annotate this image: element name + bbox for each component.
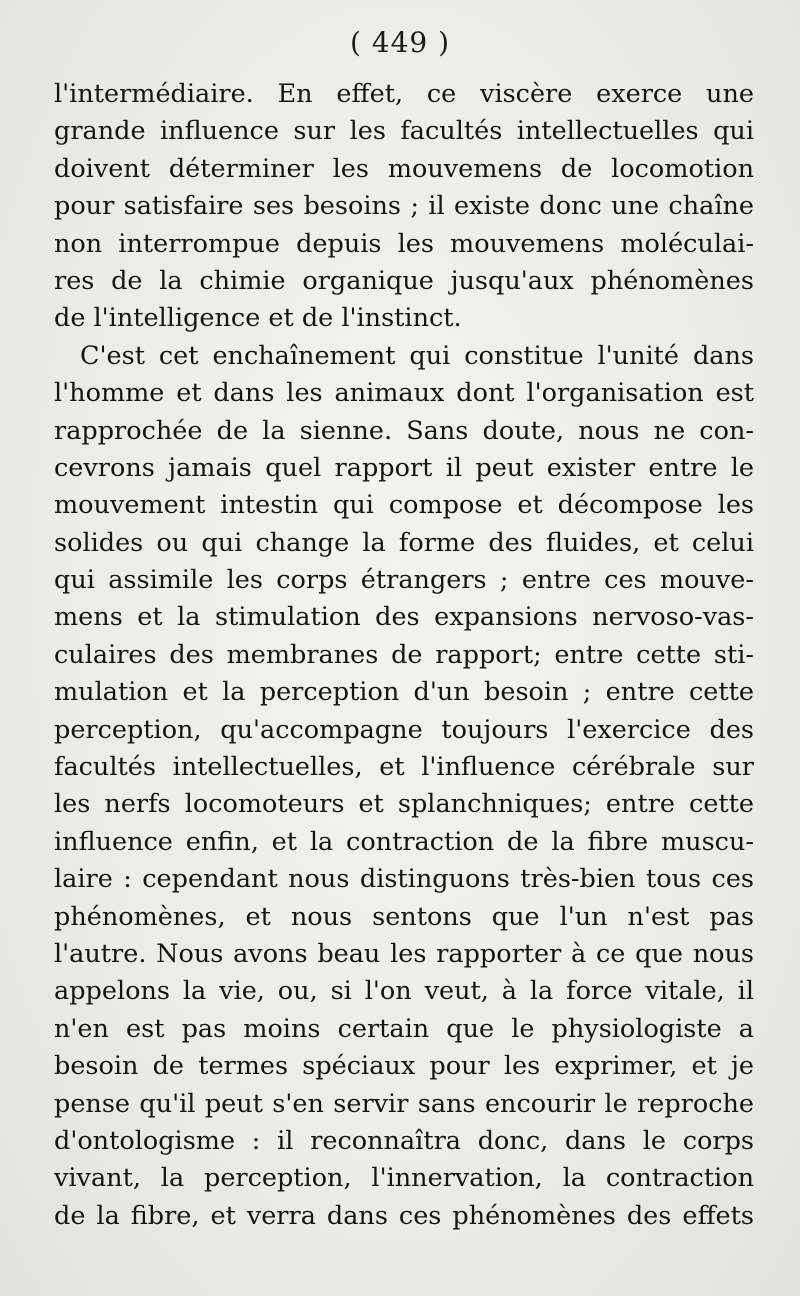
text-line: de l'intelligence et de l'instinct.	[54, 303, 462, 334]
text-line: facultés intellectuelles, et l'influence cérébrale sur	[54, 752, 754, 783]
text-line: influence enfin, et la contraction de la fibre muscu-	[54, 826, 754, 857]
text-line: l'homme et dans les animaux dont l'organisation est	[54, 378, 754, 409]
text-line: n'en est pas moins certain que le physiologiste a	[54, 1013, 754, 1044]
text-line: mens et la stimulation des expansions nervoso-vas-	[54, 602, 754, 633]
text-line: doivent déterminer les mouvemens de locomotion	[54, 153, 754, 184]
text-line: appelons la vie, ou, si l'on veut, à la force vitale, il	[54, 976, 754, 1007]
text-line: pense qu'il peut s'en servir sans encourir le reproche	[54, 1088, 754, 1119]
text-line: mouvement intestin qui compose et décompose les	[54, 490, 754, 521]
text-line: non interrompue depuis les mouvemens moléculai-	[54, 228, 754, 259]
page-number: ( 449 )	[349, 26, 451, 59]
text-line: besoin de termes spéciaux pour les exprimer, et je	[54, 1051, 754, 1082]
text-line: C'est cet enchaînement qui constitue l'unité dans	[80, 340, 754, 371]
text-line: rapprochée de la sienne. Sans doute, nous ne con-	[54, 415, 754, 446]
text-line: perception, qu'accompagne toujours l'exercice des	[54, 714, 754, 745]
text-line: phénomènes, et nous sentons que l'un n'est pas	[54, 901, 754, 932]
text-line: d'ontologisme : il reconnaîtra donc, dans le corps	[54, 1125, 754, 1156]
text-line: culaires des membranes de rapport; entre cette sti-	[54, 639, 754, 670]
text-line: pour satisfaire ses besoins ; il existe donc une chaîne	[54, 191, 754, 222]
text-line: de la fibre, et verra dans ces phénomènes des effets	[54, 1200, 754, 1231]
text-line: l'autre. Nous avons beau les rapporter à ce que nous	[54, 938, 754, 969]
text-line: qui assimile les corps étrangers ; entre ces mouve-	[54, 565, 754, 596]
body-text	[54, 76, 754, 1235]
text-line: solides ou qui change la forme des fluides, et celui	[54, 527, 754, 558]
text-line: laire : cependant nous distinguons très-bien tous ces	[54, 864, 754, 895]
text-line: res de la chimie organique jusqu'aux phénomènes	[54, 265, 754, 296]
text-line: grande influence sur les facultés intellectuelles qui	[54, 116, 754, 147]
text-line: vivant, la perception, l'innervation, la contraction	[54, 1163, 754, 1194]
text-line: cevrons jamais quel rapport il peut exister entre le	[54, 452, 754, 483]
text-line: mulation et la perception d'un besoin ; entre cette	[54, 677, 754, 708]
text-line: l'intermédiaire. En effet, ce viscère exerce une	[54, 79, 754, 109]
text-line: les nerfs locomoteurs et splanchniques; entre cette	[54, 789, 754, 820]
